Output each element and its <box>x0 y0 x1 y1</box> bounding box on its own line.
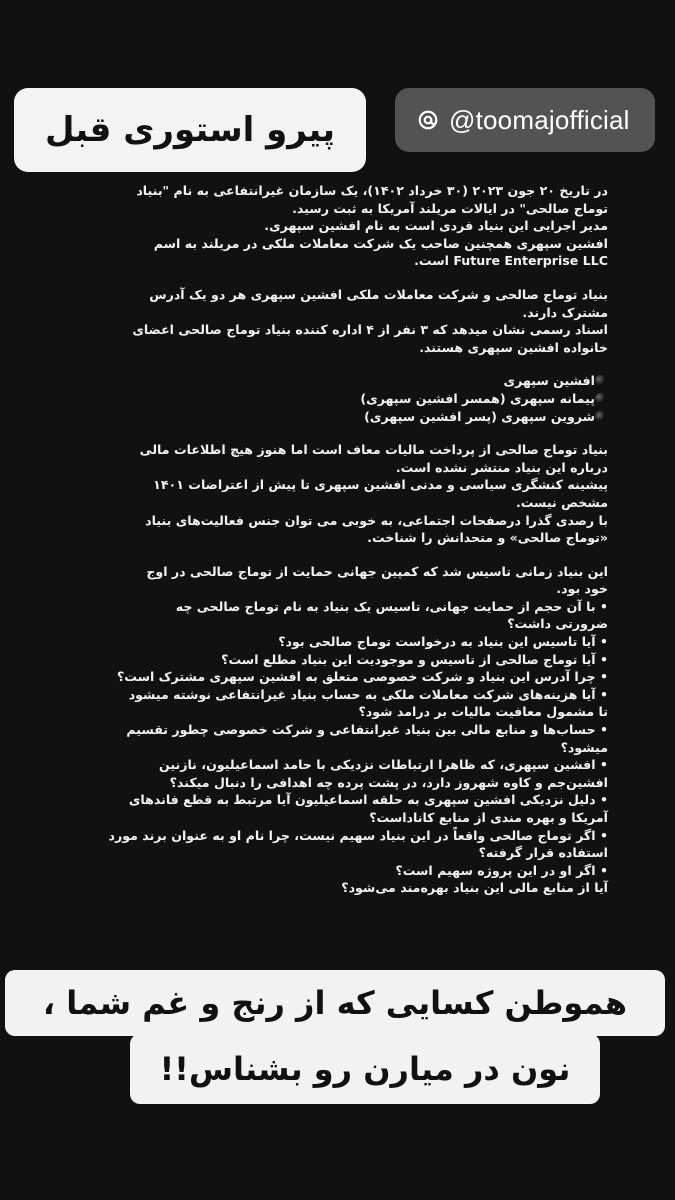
paragraph-shared-address <box>72 286 608 356</box>
question-line: تا مشمول معافیت مالیات بر درامد شود؟ <box>358 704 608 720</box>
text-line: درباره این بنیاد منتشر نشده است. <box>395 459 608 475</box>
list-item: شروین سپهری (پسر افشین سپهری) <box>72 408 608 426</box>
question-line: • حساب‌ها و منابع مالی بین بنیاد غیرانتفاعی و شرکت خصوصی چطور تقسیم <box>126 722 608 738</box>
footer-caption-line1: هموطن کسایی که از رنج و غم شما ، <box>42 984 628 1022</box>
text-line: مدیر اجرایی این بنیاد فردی است به نام افشین سپهری. <box>264 218 608 234</box>
article-body <box>72 182 608 913</box>
text-line: خانواده افشین سپهری هستند. <box>419 339 608 355</box>
question-line: استفاده قرار گرفته؟ <box>478 845 608 861</box>
question-line: • دلیل نزدیکی افشین سپهری به حلقه اسماعیلیون آیا مرتبط به قطع فاندهای <box>128 792 608 808</box>
footer-caption <box>5 970 665 1110</box>
text-line: Future Enterprise LLC است. <box>414 253 608 269</box>
paragraph-questions <box>72 563 608 897</box>
people-list <box>72 372 608 425</box>
paragraph-tax-exemption <box>72 441 608 547</box>
question-line: • با آن حجم از حمایت جهانی، تاسیس یک بنیاد به نام توماج صالحی چه <box>175 598 608 614</box>
black-circle-icon <box>595 393 606 404</box>
question-line: میشود؟ <box>560 739 608 755</box>
question-line: ضرورتی داشت؟ <box>507 616 608 632</box>
text-line: افشین سپهری همچنین صاحب یک شرکت معاملات ملکی در مریلند به اسم <box>153 235 608 251</box>
black-circle-icon <box>595 375 606 386</box>
list-item: پیمانه سپهری (همسر افشین سپهری) <box>72 390 608 408</box>
text-line: مشترک دارند. <box>522 304 608 320</box>
text-line: «توماج صالحی» و متحدانش را شناخت. <box>367 530 608 546</box>
story-title-box <box>14 88 366 172</box>
question-line: • آیا توماج صالحی از تاسیس و موجودیت این بنیاد مطلع است؟ <box>221 651 608 667</box>
story-title: پیرو استوری قبل <box>44 110 336 150</box>
question-line: • اگر توماج صالحی واقعاً در این بنیاد سهیم نیست، چرا نام او به عنوان برند مورد <box>108 827 608 843</box>
text-line: با رصدی گذرا درصفحات اجتماعی، به خوبی می توان جنس فعالیت‌های بنیاد <box>145 512 608 528</box>
text-line: اسناد رسمی نشان میدهد که ۳ نفر از ۴ اداره کننده بنیاد توماج صالحی اعضای <box>132 322 608 338</box>
paragraph-foundation-registration <box>72 182 608 270</box>
footer-caption-line1-box <box>5 970 665 1036</box>
threads-icon <box>417 109 439 131</box>
text-line: توماج صالحی" در ایالات مریلند آمریکا به ثبت رسید. <box>292 200 608 216</box>
question-line: آمریکا و بهره مندی از منابع کاناداست؟ <box>369 810 608 825</box>
text-line: خود بود. <box>556 581 608 597</box>
mention-sticker[interactable] <box>395 88 655 152</box>
mention-handle: @toomajofficial <box>449 104 630 135</box>
text-line: این بنیاد زمانی تاسیس شد که کمپین جهانی حمایت از توماج صالحی در اوج <box>146 563 608 579</box>
question-line: افشین‌جم و کاوه شهروز دارد، در پشت پرده چه اهدافی را دنبال میکند؟ <box>169 774 608 790</box>
question-line: آیا از منابع مالی این بنیاد بهره‌مند می‌شود؟ <box>341 880 608 896</box>
text-line: بنیاد توماج صالحی از پرداخت مالیات معاف است اما هنوز هیچ اطلاعات مالی <box>139 442 608 458</box>
question-line: • آیا هزینه‌های شرکت معاملات ملکی به حساب بنیاد غیرانتفاعی نوشته میشود <box>128 686 608 702</box>
text-line: در تاریخ ۲۰ جون ۲۰۲۳ (۳۰ خرداد ۱۴۰۲)، یک سازمان غیرانتفاعی به نام "بنیاد <box>136 183 608 198</box>
question-line: • افشین سپهری، که ظاهرا ارتباطات نزدیکی با حامد اسماعیلیون، نازنین <box>159 757 608 773</box>
text-line: مشخص نیست. <box>515 494 608 510</box>
question-line: • آیا تاسیس این بنیاد به درخواست توماج صالحی بود؟ <box>278 634 608 650</box>
footer-caption-line2-box <box>130 1034 600 1104</box>
question-line: • اگر او در این پروژه سهیم است؟ <box>395 862 608 878</box>
black-circle-icon <box>595 411 606 422</box>
text-line: پیشینه کنشگری سیاسی و مدنی افشین سپهری تا پیش از اعتراضات ۱۴۰۱ <box>153 477 608 493</box>
list-item: افشین سپهری <box>72 372 608 390</box>
text-line: بنیاد توماج صالحی و شرکت معاملات ملکی افشین سپهری هر دو یک آدرس <box>149 286 608 302</box>
question-line: • چرا آدرس این بنیاد و شرکت خصوصی متعلق به افشین سپهری مشترک است؟ <box>116 669 608 685</box>
footer-caption-line2: نون در میارن رو بشناس!! <box>159 1050 571 1088</box>
